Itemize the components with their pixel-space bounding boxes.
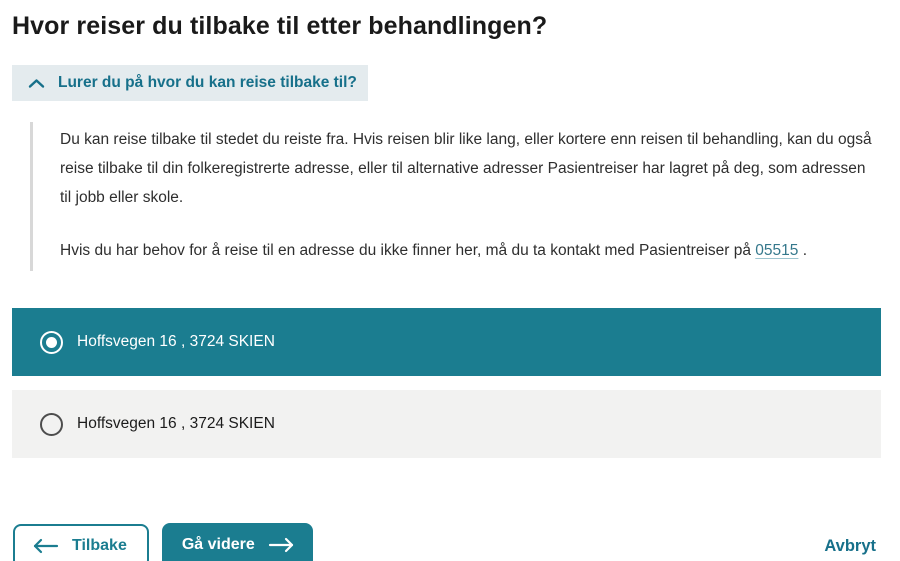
- accordion-toggle[interactable]: [12, 65, 368, 101]
- phone-number-link[interactable]: 05515: [755, 242, 799, 259]
- address-options: [12, 308, 881, 458]
- accordion-paragraph-2: [60, 236, 881, 265]
- address-option-label: Hoffsvegen 16 , 3724 SKIEN: [77, 415, 275, 432]
- back-button[interactable]: [13, 524, 149, 561]
- page-title: Hvor reiser du tilbake til etter behandlingen?: [12, 12, 548, 40]
- address-option-label: Hoffsvegen 16 , 3724 SKIEN: [77, 333, 275, 350]
- footer-actions: [12, 523, 881, 561]
- address-option-selected[interactable]: [12, 308, 881, 376]
- radio-unchecked-icon[interactable]: [40, 413, 63, 436]
- cancel-button[interactable]: Avbryt: [824, 536, 876, 555]
- accordion-label: Lurer du på hvor du kan reise tilbake til?: [58, 74, 357, 91]
- chevron-up-icon: [28, 78, 45, 89]
- arrow-left-icon: [32, 538, 59, 554]
- accordion-paragraph-2-suffix: .: [798, 242, 808, 259]
- back-button-label: Tilbake: [72, 537, 127, 554]
- accordion-paragraph-1-text: Du kan reise tilbake til stedet du reiste fra. Hvis reisen blir like lang, eller kortere enn reisen til behandling, kan du også reise tilbake til din folkeregistrerte adresse, eller til alternative adresser Pasientreiser har lagret på deg, som adressen til jobb eller skole.: [60, 131, 872, 206]
- accordion-paragraph-2-text: Hvis du har behov for å reise til en adresse du ikke finner her, må du ta kontakt med Pasientreiser på: [60, 242, 756, 259]
- next-button-label: Gå videre: [181, 535, 255, 553]
- radio-checked-icon[interactable]: [40, 331, 63, 354]
- address-option-unselected[interactable]: [12, 390, 881, 458]
- accordion-paragraph-1: [60, 125, 881, 212]
- arrow-right-icon: [268, 537, 295, 553]
- next-button[interactable]: [162, 523, 313, 561]
- accordion-content: [30, 122, 881, 271]
